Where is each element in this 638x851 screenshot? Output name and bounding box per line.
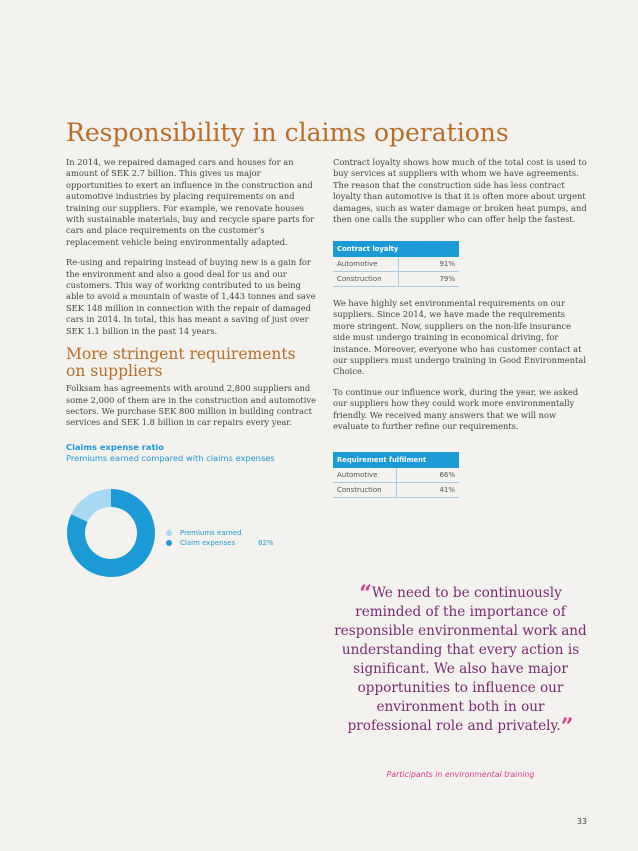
legend-label-premiums: Premiums earned — [180, 529, 242, 537]
row-label: Automotive — [333, 468, 396, 483]
close-quote-mark: ” — [560, 714, 574, 740]
influence-paragraph: To continue our influence work, during the year, we asked our suppliers how they could work more environmentally friendly. We received many answers that we will now evaluate to further refine our requirements. — [333, 386, 579, 432]
requirement-fulfilment-table — [333, 452, 459, 498]
table-header: Contract loyalty — [333, 241, 459, 257]
pull-quote — [333, 581, 588, 740]
legend-swatch-premiums — [166, 530, 172, 536]
right-column-lower — [333, 298, 589, 441]
legend-swatch-claims — [166, 540, 172, 546]
legend-item-premiums — [166, 528, 274, 538]
row-label: Automotive — [333, 257, 399, 272]
legend-label-claims: Claim expenses — [180, 539, 236, 547]
legend-item-claims — [166, 538, 274, 548]
table-row — [333, 257, 459, 272]
donut-chart — [66, 488, 156, 578]
chart-subtitle: Premiums earned compared with claims expenses — [66, 452, 275, 463]
row-value: 41% — [396, 483, 459, 498]
intro-paragraph: In 2014, we repaired damaged cars and houses for an amount of SEK 2.7 billion. This gives us major opportunities to exert an influence in the construction and automotive industries by placing requirements on and training our suppliers. For example, we renovate houses with sustainable materials, buy and recycle spare parts for cars and place requirements on the customer’s replacement vehicle being environmentally adapted. — [66, 157, 315, 247]
section-subheading: More stringent requirements on suppliers — [66, 345, 296, 381]
quote-attribution: Participants in environmental training — [386, 770, 535, 779]
table-row — [333, 483, 459, 498]
legend-value-claims: 82% — [258, 539, 274, 547]
row-value: 91% — [399, 257, 459, 272]
row-label: Construction — [333, 483, 396, 498]
chart-heading — [66, 442, 318, 464]
open-quote-mark: “ — [359, 581, 372, 607]
chart-title: Claims expense ratio — [66, 441, 164, 452]
contract-loyalty-paragraph: Contract loyalty shows how much of the total cost is used to buy services at suppliers with whom we have agreements. The reason that the construction side has less contract loyalty than automotive is that it is often more about urgent damages, such as water damage or broken heat pumps, and then one calls the supplier who can offer help the fastest. — [333, 157, 587, 225]
page-title: Responsibility in claims operations — [66, 118, 509, 147]
page-number: 33 — [576, 817, 587, 826]
chart-legend — [166, 528, 274, 548]
reuse-paragraph: Re-using and repairing instead of buying new is a gain for the environment and also a good deal for us and our customers. This way of working contributed to us being able to avoid a mountain of waste of 1,443 tonnes and save SEK 148 million in connection with the repair of damaged cars in 2014. In total, this has meant a saving of just over SEK 1.1 billion in the past 14 years. — [66, 257, 316, 336]
table-header: Requirement fulfilment — [333, 452, 459, 468]
table-row — [333, 272, 459, 287]
donut-slice-premiums — [71, 489, 111, 522]
right-column — [333, 157, 589, 234]
row-value: 66% — [396, 468, 459, 483]
left-column — [66, 157, 318, 464]
row-value: 79% — [399, 272, 459, 287]
table-row — [333, 468, 459, 483]
quote-text: We need to be continuously reminded of the importance of responsible environmental work and understanding that every action is significant. We also have major opportunities to influence our environment both in our professional role and privately. — [334, 585, 587, 734]
suppliers-paragraph: Folksam has agreements with around 2,800 suppliers and some 2,000 of them are in the construction and automotive sectors. We purchase SEK 800 million in building contract services and SEK 1.8 billion in car repairs every year. — [66, 383, 316, 428]
requirements-paragraph: We have highly set environmental requirements on our suppliers. Since 2014, we have made the requirements more stringent. Now, suppliers on the non-life insurance side must undergo training in economical driving, for instance. Moreover, everyone who has customer contact at our suppliers must undergo training in Good Environmental Choice. — [333, 298, 586, 377]
contract-loyalty-table — [333, 241, 459, 287]
row-label: Construction — [333, 272, 399, 287]
